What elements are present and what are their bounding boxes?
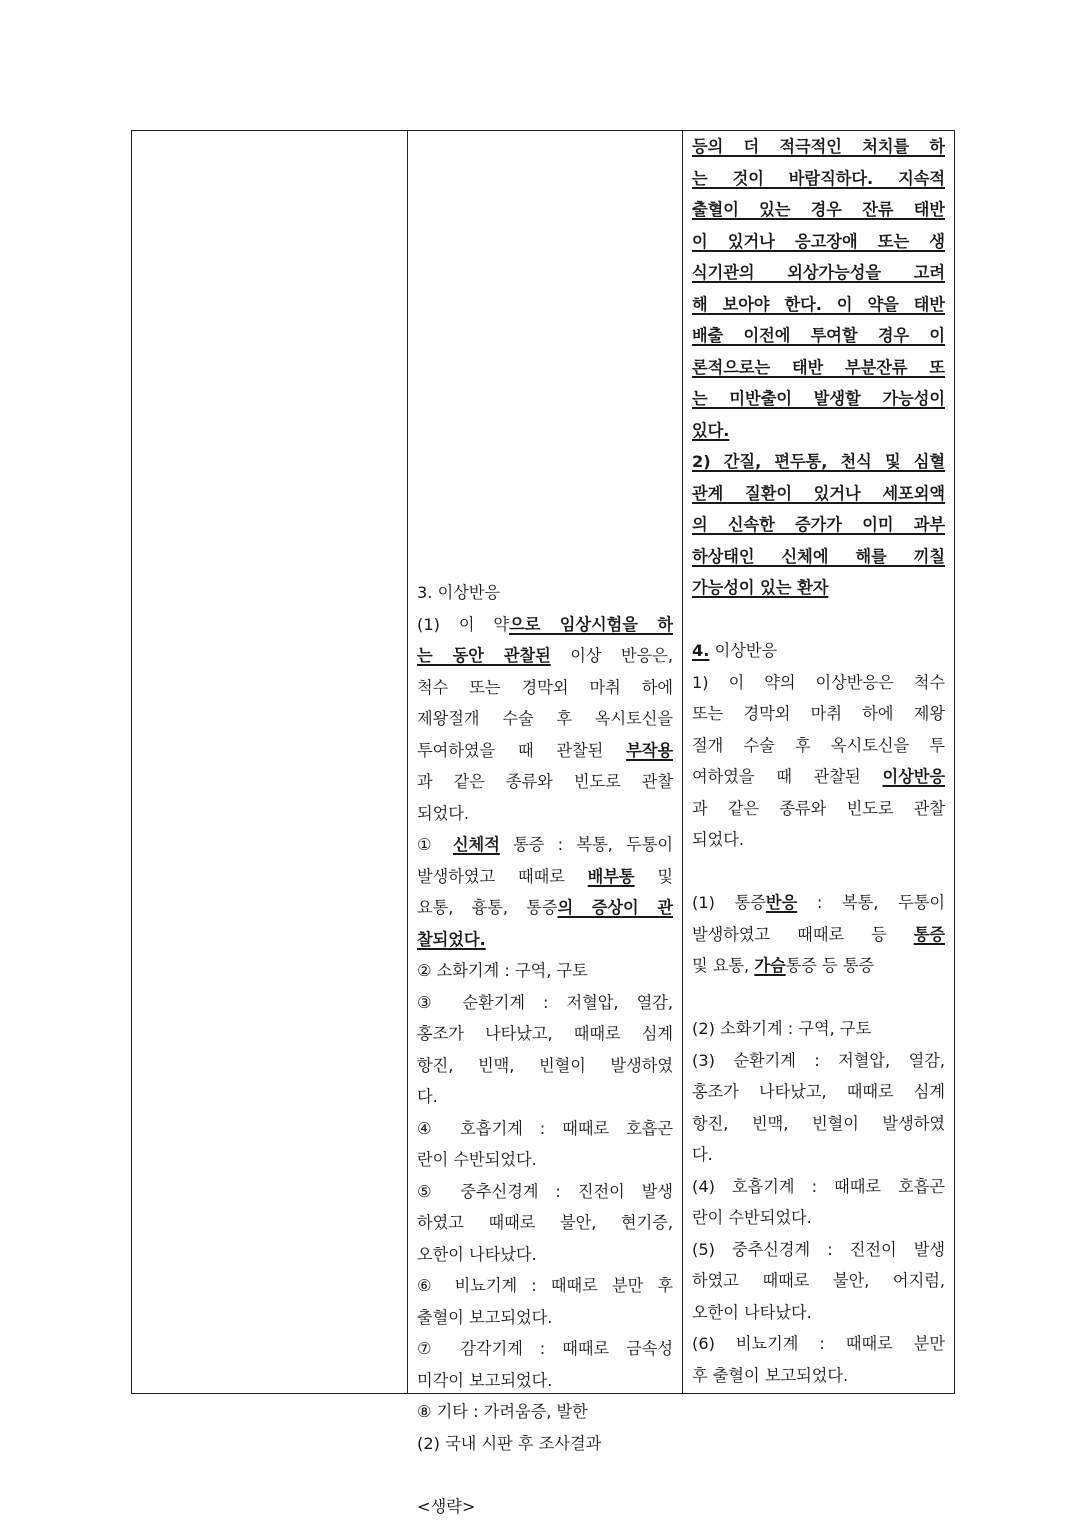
text-line — [692, 572, 945, 604]
text-segment: (2) 국내 시판 후 조사결과 — [417, 1433, 602, 1453]
text-segment: 절개 수술 후 옥시토신을 투 — [692, 735, 945, 755]
text-line — [417, 1270, 673, 1302]
text-segment: ② 소화기계 : 구역, 구토 — [417, 961, 588, 980]
text-segment: 및 — [634, 866, 673, 886]
emphasized-text: 의 증상이 관 — [557, 898, 673, 917]
text-line — [692, 1139, 945, 1171]
text-segment: 홍조가 나타났고, 때때로 심계 — [417, 1024, 673, 1043]
text-line — [692, 1328, 945, 1360]
text-segment: : 복통, 두통이 — [797, 893, 945, 912]
text-segment: 하였고 때때로 불안, 어지럼, — [692, 1271, 945, 1290]
text-segment: 항진, 빈맥, 빈혈이 발생하였 — [692, 1113, 945, 1133]
blank-line — [417, 1459, 673, 1491]
emphasized-text: 등의 더 적극적인 처치를 하 — [692, 137, 945, 156]
text-segment: 투여하였을 때 관찰된 — [417, 740, 627, 760]
emphasized-text: 는 동안 관찰된 — [417, 646, 551, 665]
text-segment: 제왕절개 수술 후 옥시토신을 — [417, 709, 673, 728]
text-segment: 요통, 흉통, 통증 — [417, 898, 558, 917]
text-segment: 란이 수반되었다. — [692, 1208, 812, 1227]
text-line — [692, 1234, 945, 1266]
text-line — [417, 1113, 673, 1145]
text-segment: 이상 반응은, — [550, 646, 673, 665]
emphasized-text: 4. — [692, 641, 710, 660]
text-line — [692, 824, 945, 856]
text-line — [692, 1108, 945, 1140]
emphasized-text: 으로 임상시험을 하 — [509, 614, 673, 634]
emphasized-text: 해 보아야 한다. 이 약을 태반 — [692, 294, 945, 314]
emphasized-text: 하상태인 신체에 해를 끼칠 — [692, 546, 945, 566]
emphasized-text: 통증 — [913, 924, 945, 944]
text-segment: 통증 : 복통, 두통이 — [499, 835, 673, 854]
text-segment: (2) 소화기계 : 구역, 구토 — [692, 1019, 872, 1038]
text-line — [692, 1013, 945, 1045]
table-column-left-empty — [132, 131, 408, 1393]
text-line — [692, 131, 945, 163]
text-line — [417, 1018, 673, 1050]
text-line — [692, 289, 945, 321]
text-line — [692, 730, 945, 762]
text-segment: 항진, 빈맥, 빈혈이 발생하였 — [417, 1055, 673, 1075]
text-line — [692, 1076, 945, 1108]
text-line — [417, 703, 673, 735]
text-segment: (5) 중추신경계 : 진전이 발생 — [692, 1239, 945, 1259]
emphasized-text: 반응 — [765, 893, 798, 912]
text-line — [692, 635, 945, 667]
text-segment: 하였고 때때로 불안, 현기증, — [417, 1213, 673, 1232]
text-line — [692, 667, 945, 699]
text-line — [417, 798, 673, 830]
text-segment: ⑤ 중추신경계 : 진전이 발생 — [417, 1181, 673, 1201]
text-line — [692, 1265, 945, 1297]
text-line — [417, 955, 673, 987]
text-line — [692, 383, 945, 415]
blank-line — [692, 856, 945, 888]
text-segment: ⑦ 감각기계 : 때때로 금속성 — [417, 1339, 673, 1358]
text-segment: 다. — [692, 1145, 713, 1164]
text-segment: 오한이 나타났다. — [417, 1244, 537, 1264]
text-segment: (3) 순환기계 : 저혈압, 열감, — [692, 1050, 945, 1070]
text-segment: ③ 순환기계 : 저혈압, 열감, — [417, 992, 673, 1012]
text-line — [417, 735, 673, 767]
text-line — [692, 509, 945, 541]
emphasized-text: 신체적 — [452, 835, 500, 854]
text-segment: 란이 수반되었다. — [417, 1150, 537, 1169]
emphasized-text: 가슴 — [754, 956, 786, 975]
text-line — [692, 1171, 945, 1203]
emphasized-text: 배출 이전에 투여할 경우 이 — [692, 326, 945, 345]
text-segment: 여하였을 때 관찰된 — [692, 767, 883, 786]
emphasized-text: 이 있거나 응고장애 또는 생 — [692, 231, 945, 251]
blank-line — [692, 604, 945, 636]
text-line — [692, 446, 945, 478]
text-line — [417, 1239, 673, 1271]
emphasized-text: 배부통 — [587, 866, 635, 886]
text-segment: (6) 비뇨기계 : 때때로 분만 — [692, 1334, 945, 1353]
text-line — [692, 950, 945, 982]
text-segment: 출혈이 보고되었다. — [417, 1307, 553, 1327]
text-line — [417, 861, 673, 893]
text-segment: 3. 이상반응 — [417, 583, 501, 602]
text-line — [692, 761, 945, 793]
text-segment: 발생하였고 때때로 등 — [692, 924, 914, 944]
text-line — [417, 1144, 673, 1176]
comparison-table — [131, 130, 955, 1516]
text-line — [417, 1081, 673, 1113]
text-segment: 과 같은 종류와 빈도로 관찰 — [417, 772, 673, 791]
emphasized-text: 는 것이 바람직하다. 지속적 — [692, 168, 945, 188]
text-line — [692, 478, 945, 510]
emphasized-text: 찰되었다. — [417, 929, 486, 949]
text-line — [692, 194, 945, 226]
text-line — [417, 1365, 673, 1397]
emphasized-text: 가능성이 있는 환자 — [692, 578, 829, 597]
emphasized-text: 식기관의 외상가능성을 고려 — [692, 263, 945, 282]
text-line — [692, 698, 945, 730]
text-line — [692, 257, 945, 289]
text-line — [417, 1050, 673, 1082]
text-line — [417, 1396, 673, 1428]
text-segment: ④ 호흡기계 : 때때로 호흡곤 — [417, 1118, 673, 1138]
text-segment: 또는 경막외 마취 하에 제왕 — [692, 704, 945, 723]
text-segment: 발생하였고 때때로 — [417, 866, 588, 886]
text-line — [692, 1360, 945, 1392]
text-line — [417, 609, 673, 641]
text-line — [692, 1045, 945, 1077]
emphasized-text: 관계 질환이 있거나 세포외액 — [692, 483, 945, 503]
table-column-revised — [683, 131, 954, 1393]
text-line — [417, 672, 673, 704]
text-line — [692, 793, 945, 825]
text-segment: 이상반응 — [709, 641, 778, 660]
current-text-block — [417, 577, 673, 1522]
text-segment: ⑧ 기타 : 가려움증, 발한 — [417, 1402, 588, 1421]
text-segment: ⑥ 비뇨기계 : 때때로 분만 후 — [417, 1276, 673, 1295]
text-line — [692, 226, 945, 258]
text-line — [417, 640, 673, 672]
text-segment: 후 출혈이 보고되었다. — [692, 1365, 849, 1385]
table-column-current — [408, 131, 683, 1516]
revised-text-block — [692, 131, 945, 1391]
text-segment: 1) 이 약의 이상반응은 척수 — [692, 672, 945, 692]
text-segment: 되었다. — [417, 803, 470, 823]
text-line — [692, 320, 945, 352]
text-line — [417, 924, 673, 956]
text-line — [692, 1202, 945, 1234]
text-line — [692, 352, 945, 384]
emphasized-text: 출혈이 있는 경우 잔류 태반 — [692, 200, 945, 219]
emphasized-text: 부작용 — [626, 740, 673, 760]
text-segment: 되었다. — [692, 830, 745, 849]
text-line — [692, 919, 945, 951]
emphasized-text: 2) 간질, 편두통, 천식 및 심혈 — [692, 452, 945, 471]
text-segment: (4) 호흡기계 : 때때로 호흡곤 — [692, 1176, 945, 1196]
text-line — [692, 887, 945, 919]
text-segment: 미각이 보고되었다. — [417, 1370, 553, 1390]
text-segment: 및 요통, — [692, 956, 755, 975]
text-line — [417, 829, 673, 861]
text-line — [417, 892, 673, 924]
text-segment: (1) 통증 — [692, 893, 766, 912]
text-line — [417, 1176, 673, 1208]
text-line — [417, 1333, 673, 1365]
text-line — [692, 541, 945, 573]
text-segment: ① — [417, 835, 453, 854]
text-line — [417, 1491, 673, 1523]
text-segment: 오한이 나타났다. — [692, 1302, 812, 1322]
text-line — [417, 766, 673, 798]
text-line — [417, 987, 673, 1019]
blank-line — [692, 982, 945, 1014]
text-segment: 통증 등 통증 — [785, 956, 875, 975]
text-line — [417, 1428, 673, 1460]
text-segment: 홍조가 나타났고, 때때로 심계 — [692, 1082, 945, 1101]
text-segment: 과 같은 종류와 빈도로 관찰 — [692, 798, 945, 818]
text-segment: <생략> — [417, 1496, 476, 1516]
emphasized-text: 의 신속한 증가가 이미 과부 — [692, 515, 945, 534]
text-line — [417, 1207, 673, 1239]
text-line — [417, 1302, 673, 1334]
text-segment: 다. — [417, 1087, 438, 1106]
text-line — [692, 163, 945, 195]
emphasized-text: 있다. — [692, 420, 730, 440]
emphasized-text: 는 미반출이 발생할 가능성이 — [692, 389, 945, 408]
text-segment: (1) 이 약 — [417, 614, 510, 634]
emphasized-text: 론적으로는 태반 부분잔류 또 — [692, 357, 945, 377]
text-line — [692, 1297, 945, 1329]
text-line — [417, 577, 673, 609]
emphasized-text: 이상반응 — [882, 767, 945, 786]
text-segment: 척수 또는 경막외 마취 하에 — [417, 677, 673, 697]
text-line — [692, 415, 945, 447]
